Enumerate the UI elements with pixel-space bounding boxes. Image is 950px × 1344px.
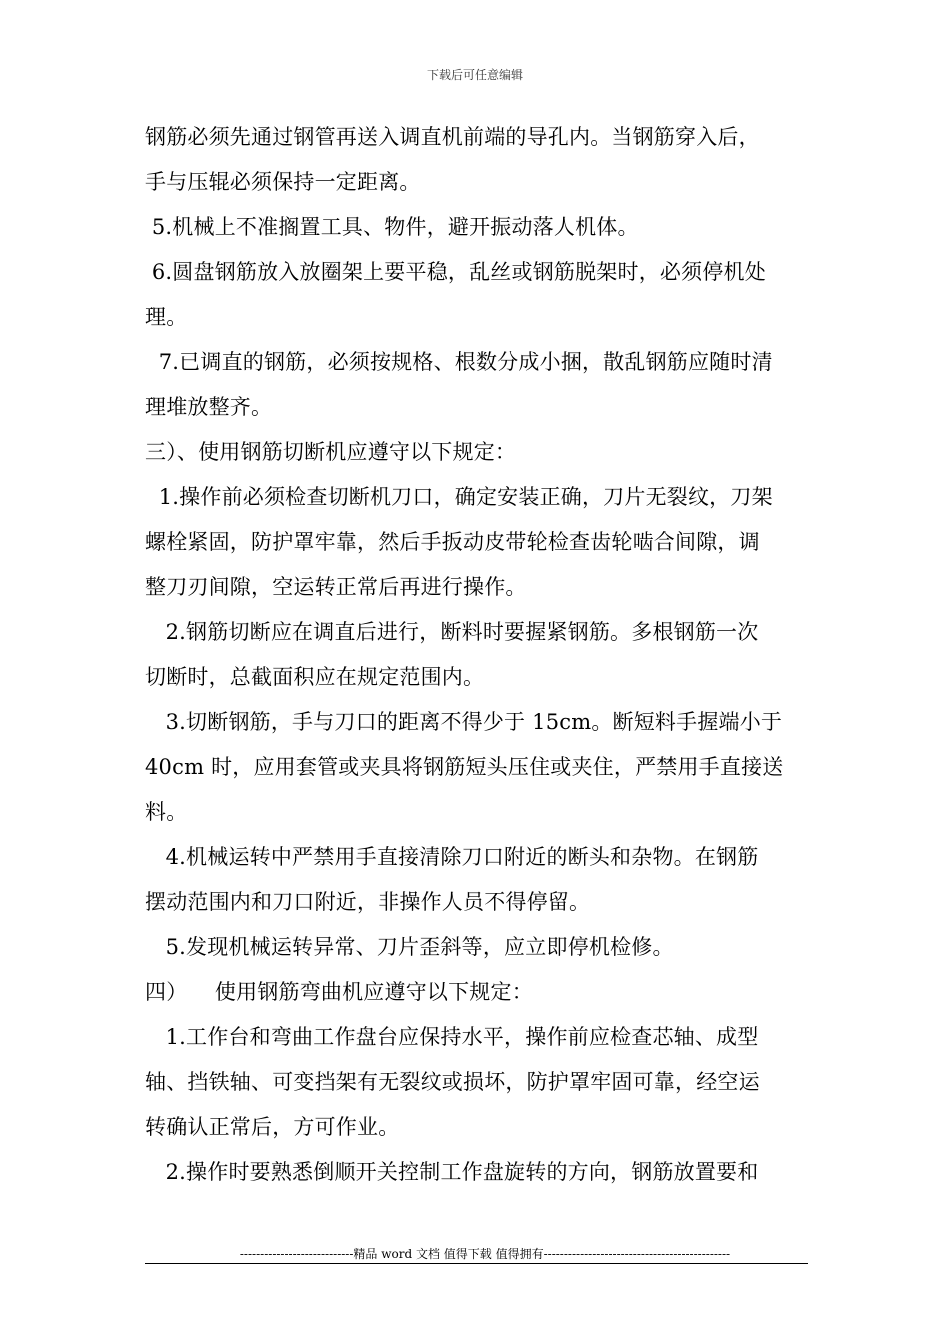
text-line: 钢筋必须先通过钢管再送入调直机前端的导孔内。当钢筋穿入后，	[145, 125, 760, 149]
text-line: 转确认正常后，方可作业。	[145, 1115, 400, 1139]
text-line: 5.发现机械运转异常、刀片歪斜等，应立即停机检修。	[145, 935, 674, 959]
text-line: 整刀刃间隙，空运转正常后再进行操作。	[145, 575, 527, 599]
text-line: 螺栓紧固，防护罩牢靠，然后手扳动皮带轮检查齿轮啮合间隙，调	[145, 530, 760, 554]
text-line: 切断时，总截面积应在规定范围内。	[145, 665, 485, 689]
text-line: 3.切断钢筋，手与刀口的距离不得少于 15cm。断短料手握端小于	[145, 710, 783, 734]
text-line: 料。	[145, 800, 188, 824]
text-line: 2.钢筋切断应在调直后进行，断料时要握紧钢筋。多根钢筋一次	[145, 620, 759, 644]
footer-divider	[145, 1263, 808, 1264]
page-footer: ----------------------------精品 word 文档 值得下载 值得拥有----------------------------------------------	[239, 1247, 731, 1261]
page-header: 下载后可任意编辑	[426, 68, 523, 82]
text-line: 2.操作时要熟悉倒顺开关控制工作盘旋转的方向，钢筋放置要和	[145, 1160, 759, 1184]
text-line: 理。	[145, 305, 188, 329]
text-line: 5.机械上不准搁置工具、物件，避开振动落人机体。	[145, 215, 639, 239]
text-line: 手与压辊必须保持一定距离。	[145, 170, 421, 194]
text-line: 7.已调直的钢筋，必须按规格、根数分成小捆，散乱钢筋应随时清	[145, 350, 773, 374]
section-heading: 三）、使用钢筋切断机应遵守以下规定：	[145, 440, 517, 464]
text-line: 1.操作前必须检查切断机刀口，确定安装正确，刀片无裂纹，刀架	[145, 485, 773, 509]
text-line: 4.机械运转中严禁用手直接清除刀口附近的断头和杂物。在钢筋	[145, 845, 759, 869]
text-line: 1.工作台和弯曲工作盘台应保持水平，操作前应检查芯轴、成型	[145, 1025, 759, 1049]
text-line: 摆动范围内和刀口附近，非操作人员不得停留。	[145, 890, 591, 914]
text-line: 轴、挡铁轴、可变挡架有无裂纹或损坏，防护罩牢固可靠，经空运	[145, 1070, 760, 1094]
text-line: 6.圆盘钢筋放入放圈架上要平稳，乱丝或钢筋脱架时，必须停机处	[145, 260, 766, 284]
text-line: 40cm 时，应用套管或夹具将钢筋短头压住或夹住，严禁用手直接送	[145, 755, 784, 779]
text-line: 理堆放整齐。	[145, 395, 273, 419]
section-heading: 四） 使用钢筋弯曲机应遵守以下规定：	[145, 980, 533, 1004]
